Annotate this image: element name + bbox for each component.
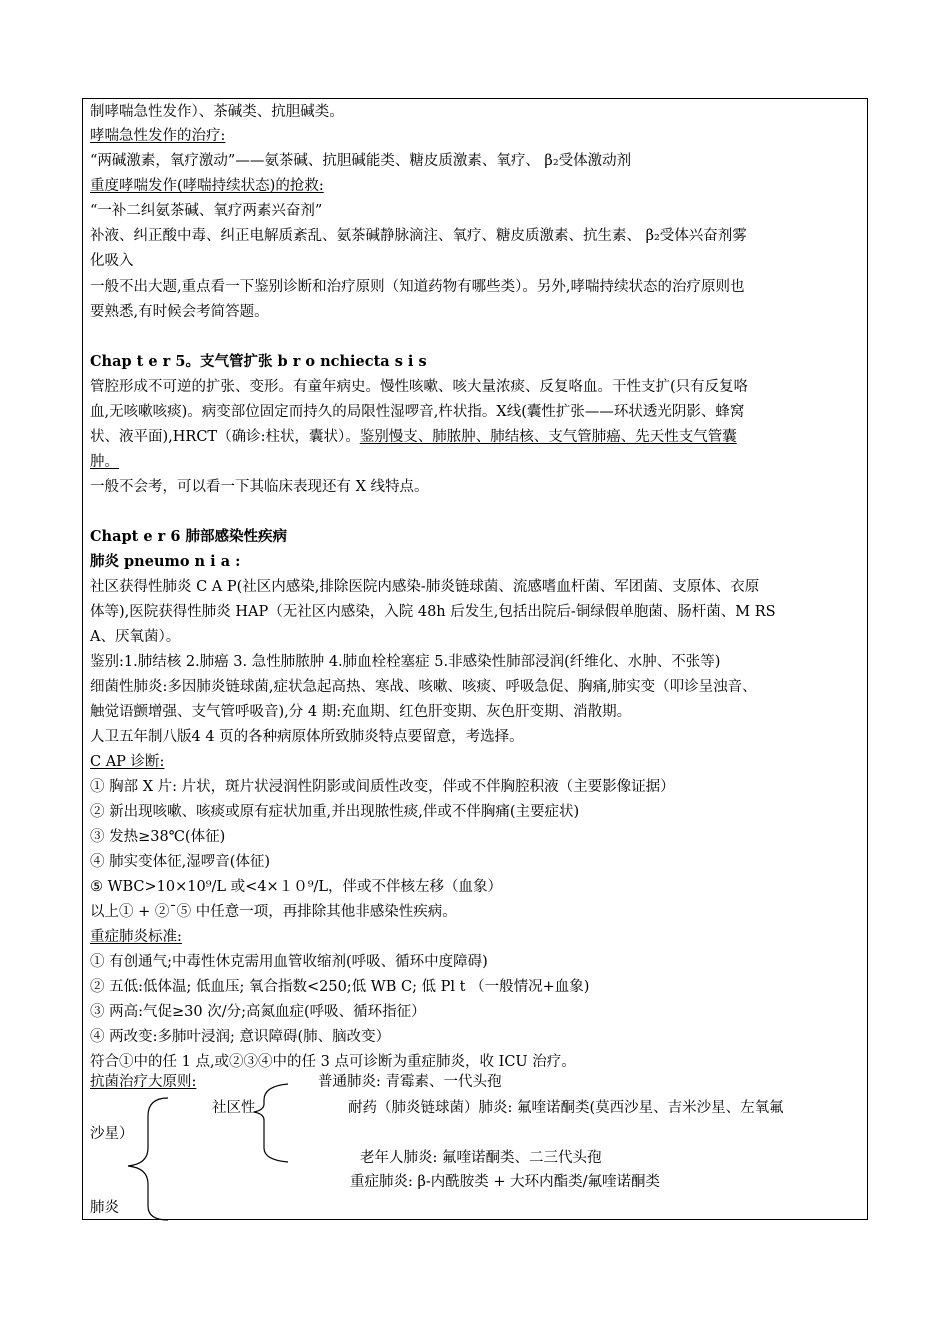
text-line-content: 一般不出大题,重点看一下鉴别诊断和治疗原则（知道药物有哪些类）。另外,哮喘持续状态的治疗原则也 <box>90 279 745 295</box>
text-line-content: 肿。 <box>90 454 119 470</box>
resistant-pneumonia: 耐药（肺炎链球菌）肺炎: 氟喹诺酮类(莫西沙星、吉米沙星、左氧氟 <box>348 1100 784 1116</box>
text-line <box>90 677 757 697</box>
text-line-content: 状、液平面),HRCT（确诊:柱状，囊状）。 <box>90 429 360 445</box>
text-line <box>90 602 776 622</box>
text-line-content: 血,无咳嗽咳痰)。病变部位固定而持久的局限性湿啰音,杵状指。X线(囊性扩张——环状透光阴影、蜂窝 <box>90 404 745 420</box>
text-line-content: ① 胸部 X 片: 片状，斑片状浸润性阴影或间质性改变，伴或不伴胸腔积液（主要影像证据） <box>90 779 675 795</box>
text-line-content: 要熟悉,有时候会考简答题。 <box>90 304 269 320</box>
text-line-content: ③ 发热≥38℃(体征) <box>90 829 226 845</box>
text-line <box>90 927 182 947</box>
text-line <box>90 226 747 246</box>
text-line-content: “两碱激素，氧疗激动”——氨茶碱、抗胆碱能类、糖皮质激素、氧疗、 β₂受体激动剂 <box>90 153 632 169</box>
text-line <box>90 176 324 196</box>
text-line <box>90 126 225 146</box>
text-line-content: 细菌性肺炎:多因肺炎链球菌,症状急起高热、寒战、咳嗽、咳痰、呼吸急促、胸痛,肺实变（叩诊呈浊音、 <box>90 679 757 695</box>
text-line-content: ④ 两改变:多肺叶浸润; 意识障碍(肺、脑改变） <box>90 1029 391 1045</box>
text-line <box>90 427 737 447</box>
text-line <box>90 1052 576 1072</box>
text-line <box>90 652 720 672</box>
text-line-content: 鉴别:1.肺结核 2.肺癌 3. 急性肺脓肿 4.肺血栓栓塞症 5.非感染性肺部浸润(纤维化、水肿、不张等) <box>90 654 721 670</box>
text-line-content: ① 有创通气;中毒性休克需用血管收缩剂(呼吸、循环中度障碍) <box>90 954 488 970</box>
text-line <box>90 902 457 922</box>
text-line-content: ② 新出现咳嗽、咳痰或原有症状加重,并出现脓性痰,伴或不伴胸痛(主要症状) <box>90 804 580 820</box>
text-line-content: 重度哮喘发作(哮喘持续状态)的抢救: <box>90 178 324 194</box>
text-line <box>90 1027 390 1047</box>
text-line <box>90 552 241 572</box>
text-line <box>90 377 748 397</box>
text-line-content: 管腔形成不可逆的扩张、变形。有童年病史。慢性咳嗽、咳大量浓痰、反复咯血。干性支扩(只有反复咯 <box>90 379 749 395</box>
text-line <box>90 452 119 472</box>
text-line-underlined: 鉴别慢支、肺脓肿、肺结核、支气管肺癌、先天性支气管囊 <box>359 429 737 445</box>
text-line-content: ② 五低:低体温; 低血压; 氧合指数<250;低 WB C; 低 Pl t （一般情况+血象) <box>90 979 590 995</box>
common-pneumonia: 普通肺炎: 青霉素、一代头孢 <box>318 1074 502 1090</box>
text-line <box>90 277 744 297</box>
text-line <box>90 577 759 597</box>
resistant-pneumonia-cont: 沙星） <box>90 1126 134 1142</box>
text-line <box>90 802 579 822</box>
text-line <box>90 527 287 547</box>
text-line-content: ③ 两高:气促≥30 次/分;高氮血症(呼吸、循环指征） <box>90 1004 426 1020</box>
text-line-content: 以上① + ②¯⑤ 中任意一项，再排除其他非感染性疾病。 <box>90 904 457 920</box>
text-line-content: 触觉语颤增强、支气管呼吸音),分 4 期:充血期、红色肝变期、灰色肝变期、消散期。 <box>90 704 632 720</box>
text-line <box>90 702 631 722</box>
community-label: 社区性 <box>212 1100 256 1116</box>
text-line <box>90 827 225 847</box>
text-line-content: 一般不会考，可以看一下其临床表现还有 X 线特点。 <box>90 479 429 495</box>
text-line <box>90 352 427 372</box>
text-line-content: ④ 肺实变体征,湿啰音(体征) <box>90 854 271 870</box>
text-line-content: 社区获得性肺炎 C A P(社区内感染,排除医院内感染-肺炎链球菌、流感嗜血杆菌、军团菌、支原体、衣原 <box>90 579 760 595</box>
text-line <box>90 877 502 897</box>
text-line <box>90 727 524 747</box>
text-line <box>90 777 675 797</box>
text-line <box>90 402 744 422</box>
severe-pneumonia-therapy: 重症肺炎: β-内酰胺类 + 大环内酯类/氟喹诺酮类 <box>350 1174 661 1190</box>
therapy-heading: 抗菌治疗大原则: <box>90 1074 197 1090</box>
text-line-content: 制哮喘急性发作）、茶碱类、抗胆碱类。 <box>90 104 344 120</box>
text-line-content: 符合①中的任 1 点,或②③④中的任 3 点可诊断为重症肺炎，收 ICU 治疗。 <box>90 1054 576 1070</box>
text-line <box>90 952 488 972</box>
pneumonia-label: 肺炎 <box>90 1200 119 1216</box>
text-line <box>90 627 180 647</box>
text-line <box>90 201 322 221</box>
text-line-content: Chapt e r 6 肺部感染性疾病 <box>90 528 287 545</box>
text-line-content: 补液、纠正酸中毒、纠正电解质紊乱、氨茶碱静脉滴注、氧疗、糖皮质激素、抗生素、 β₂受体兴奋剂雾 <box>90 228 747 244</box>
text-line <box>90 302 269 322</box>
text-line-content: 哮喘急性发作的治疗: <box>90 128 226 144</box>
text-line-content: 人卫五年制八版4 4 页的各种病原体所致肺炎特点要留意，考选择。 <box>90 729 524 745</box>
text-line-content: A、厌氧菌）。 <box>90 629 181 645</box>
text-line <box>90 151 631 171</box>
text-line <box>90 251 134 271</box>
text-line-content: 肺炎 pneumo n i a : <box>90 553 241 570</box>
text-line-content: C AP 诊断: <box>90 754 165 770</box>
text-line-content: 体等),医院获得性肺炎 HAP（无社区内感染，入院 48h 后发生,包括出院后-铜绿假单胞菌、肠杆菌、M RS <box>90 604 776 620</box>
text-line <box>90 477 429 497</box>
text-line <box>90 752 164 772</box>
text-line <box>90 1002 426 1022</box>
elderly-pneumonia: 老年人肺炎: 氟喹诺酮类、二三代头孢 <box>360 1150 602 1166</box>
text-line <box>90 102 344 122</box>
text-line <box>90 977 589 997</box>
text-line-content: “一补二纠氨茶碱、氧疗两素兴奋剂” <box>90 203 323 219</box>
text-line-content: 重症肺炎标准: <box>90 929 182 945</box>
text-line-content: Chap t e r 5。支气管扩张 b r o nchiecta s i s <box>90 353 427 370</box>
text-line-content: ⑤ WBC>10×10⁹/L 或<4×１０⁹/L，伴或不伴核左移（血象） <box>90 879 503 895</box>
text-line-content: 化吸入 <box>90 253 134 269</box>
text-line <box>90 852 270 872</box>
